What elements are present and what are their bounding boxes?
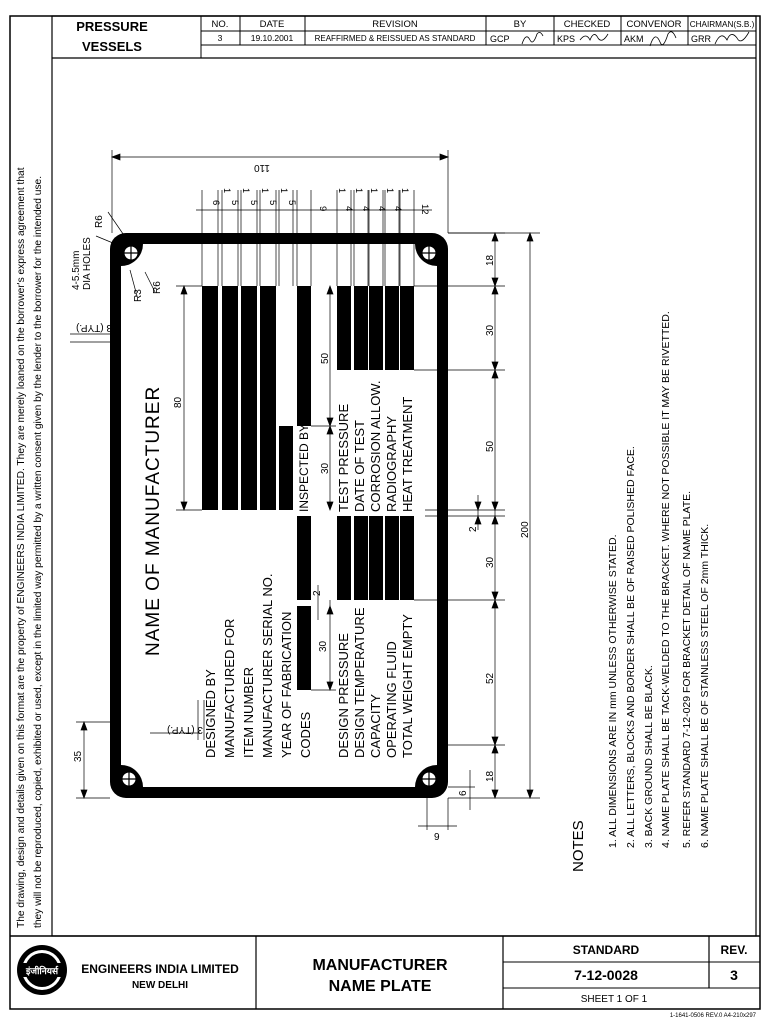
field-design-temperature: DESIGN TEMPERATURE — [352, 607, 367, 758]
rev-convenor: AKM — [624, 34, 644, 44]
field-design-pressure: DESIGN PRESSURE — [336, 633, 351, 758]
note-1: 1. ALL DIMENSIONS ARE IN mm UNLESS OTHERWISE STATED. — [607, 534, 619, 848]
drawing-title-line-2: NAME PLATE — [328, 978, 432, 995]
field-inspected-by: INSPECTED BY — [297, 423, 311, 512]
block-designed-by — [202, 286, 218, 510]
field-operating-fluid: OPERATING FLUID — [384, 641, 399, 758]
block-inspected-by-upper — [297, 286, 311, 426]
block-codes — [297, 606, 311, 690]
dim-block-80: 80 — [173, 396, 184, 408]
dim-block-30-upper: 30 — [320, 462, 331, 474]
dim-overall-height: 200 — [520, 521, 531, 538]
col-date: DATE — [259, 19, 285, 30]
col-revision: REVISION — [372, 19, 418, 30]
side-note — [16, 167, 44, 928]
block-manufactured-for — [222, 286, 238, 510]
field-year: YEAR OF FABRICATION — [279, 611, 294, 758]
rev-chairman: GRR — [691, 34, 711, 44]
field-capacity: CAPACITY — [368, 693, 383, 758]
note-5: 5. REFER STANDARD 7-12-029 FOR BRACKET DETAIL OF NAME PLATE. — [681, 490, 693, 848]
dim-typ-2: 3 (TYP.) — [167, 724, 203, 735]
dim-top-spacing-10: 4 — [392, 206, 403, 212]
dim-top-one-4: 1 — [279, 188, 289, 194]
rev-date: 19.10.2001 — [250, 33, 294, 43]
dim-top-spacing-2: 5 — [229, 200, 240, 206]
field-total-weight: TOTAL WEIGHT EMPTY — [400, 614, 415, 758]
rev-description: REAFFIRMED & REISSUED AS STANDARD — [314, 34, 476, 43]
signature-chairman — [715, 32, 749, 44]
dim-block-50: 50 — [320, 352, 331, 364]
dim-top-spacing-1: 6 — [210, 200, 221, 206]
dim-left-35: 35 — [73, 750, 84, 762]
dim-top-spacing-9: 4 — [376, 206, 387, 212]
logo-text: इंजीनियर्स — [25, 966, 59, 976]
block-date-of-test — [354, 286, 368, 370]
dim-right-50: 50 — [485, 440, 496, 452]
dim-right-30-lower: 30 — [485, 556, 496, 568]
block-item-number — [241, 286, 257, 510]
block-inspected-by-lower — [297, 516, 311, 600]
company-logo — [17, 945, 67, 995]
dim-block-30-lower: 30 — [318, 640, 329, 652]
radius-r3: R3 — [133, 289, 144, 302]
field-serial-no: MANUFACTURER SERIAL NO. — [260, 573, 275, 758]
dim-top-one-2: 1 — [241, 188, 251, 194]
rev-checked: KPS — [557, 34, 576, 44]
dim-top-one-7: 1 — [385, 188, 395, 194]
field-radiography: RADIOGRAPHY — [384, 415, 399, 512]
block-total-weight — [400, 516, 414, 600]
dim-top-one-8: 1 — [400, 188, 410, 194]
dim-top-spacing-7: 4 — [343, 206, 354, 212]
field-codes: CODES — [298, 711, 313, 758]
manufacturer-name: NAME OF MANUFACTURER — [143, 385, 164, 656]
dim-gap-2: 2 — [468, 526, 479, 532]
notes-title: NOTES — [570, 820, 587, 872]
field-item-number: ITEM NUMBER — [241, 667, 256, 758]
dim-overall-width: 110 — [254, 162, 270, 173]
dim-bottom-6: 6 — [458, 790, 469, 796]
company-city: NEW DELHI — [131, 980, 189, 991]
drawing-title-line-1: MANUFACTURER — [312, 957, 448, 974]
title-block — [10, 936, 760, 1019]
revision-table — [76, 16, 756, 58]
standard-label: STANDARD — [572, 943, 640, 957]
col-no: NO. — [211, 19, 229, 30]
note-6: 6. NAME PLATE SHALL BE OF STAINLESS STEEL OF 2mm THICK. — [699, 523, 711, 848]
field-heat-treatment: HEAT TREATMENT — [400, 396, 415, 512]
block-radiography — [385, 286, 399, 370]
dim-right-18-top: 18 — [485, 254, 496, 266]
block-heat-treatment — [400, 286, 414, 370]
dim-right-30-upper: 30 — [485, 324, 496, 336]
col-by: BY — [513, 19, 527, 30]
col-checked: CHECKED — [563, 19, 611, 30]
field-manufactured-for: MANUFACTURED FOR — [222, 618, 237, 758]
side-note-line-1: The drawing, design and details given on this format are the property of ENGINEERS INDIA LIMITED. They are merely loaned on the borrower's express agreement that — [16, 167, 27, 928]
dim-right-18-bottom: 18 — [485, 770, 496, 782]
dim-top-spacing-4: 5 — [267, 200, 278, 206]
category-line-1: PRESSURE — [76, 19, 148, 34]
company-name: ENGINEERS INDIA LIMITED — [81, 962, 239, 976]
dim-bottom-9: 9 — [434, 832, 440, 843]
dim-right-52: 52 — [485, 672, 496, 684]
block-capacity — [369, 516, 383, 600]
format-code: 1-1641-0506 REV.0 A4-210x297 — [669, 1013, 756, 1019]
dim-typ-1: 3 (TYP.) — [76, 322, 112, 333]
dim-top-spacing-3: 5 — [248, 200, 259, 206]
block-design-temperature — [354, 516, 368, 600]
hole-label-1: 4-5.5mm — [71, 250, 82, 290]
block-corrosion — [369, 286, 383, 370]
note-4: 4. NAME PLATE SHALL BE TACK-WELDED TO THE BRACKET. WHERE NOT POSSIBLE IT MAY BE RIVETTED. — [660, 311, 672, 848]
block-serial-no — [260, 286, 276, 510]
note-2: 2. ALL LETTERS, BLOCKS AND BORDER SHALL BE OF RAISED POLISHED FACE. — [625, 446, 637, 848]
dim-top-spacing-11: 12 — [419, 204, 430, 215]
block-design-pressure — [337, 516, 351, 600]
signature-checked — [580, 34, 608, 40]
col-chairman: CHAIRMAN(S.B.) — [689, 20, 755, 29]
standard-number: 7-12-0028 — [574, 967, 638, 983]
signature-convenor — [650, 32, 676, 46]
dim-top-one-5: 1 — [354, 188, 364, 194]
signature-by — [522, 32, 543, 44]
block-operating-fluid — [385, 516, 399, 600]
field-date-of-test: DATE OF TEST — [352, 420, 367, 512]
dim-top-one-1: 1 — [222, 188, 232, 194]
rev-by: GCP — [490, 34, 510, 44]
dim-top-spacing-5: 5 — [286, 200, 297, 206]
dim-small-2: 2 — [312, 590, 323, 596]
dim-top-spacing-8: 4 — [360, 206, 371, 212]
rev-no: 3 — [217, 33, 223, 43]
radius-r6-top: R6 — [94, 215, 105, 228]
note-3: 3. BACK GROUND SHALL BE BLACK. — [643, 665, 655, 848]
col-convenor: CONVENOR — [626, 19, 682, 30]
rev-label: REV. — [720, 943, 748, 957]
field-corrosion-allow: CORROSION ALLOW. — [368, 380, 383, 512]
hole-label-2: DIA HOLES — [82, 237, 93, 290]
block-test-pressure — [337, 286, 351, 370]
rev-value: 3 — [730, 967, 738, 983]
side-note-line-2: they will not be reproduced, copied, exhibited or used, except in the limited way permitted by a written consent given by the lender to the borrower for the intended use. — [33, 175, 44, 928]
category-line-2: VESSELS — [82, 39, 142, 54]
sheet-number: SHEET 1 OF 1 — [580, 994, 648, 1005]
block-year — [279, 426, 293, 510]
name-plate — [110, 233, 448, 798]
dim-top-one-3: 1 — [260, 188, 270, 194]
field-test-pressure: TEST PRESSURE — [336, 403, 351, 512]
dim-top-spacing-6: 9 — [317, 206, 328, 212]
dim-top-one-6: 1 — [369, 188, 379, 194]
radius-r6-side: R6 — [152, 281, 163, 294]
field-designed-by: DESIGNED BY — [203, 669, 218, 758]
notes — [570, 311, 711, 872]
dim-top-one-9: 1 — [337, 188, 347, 194]
